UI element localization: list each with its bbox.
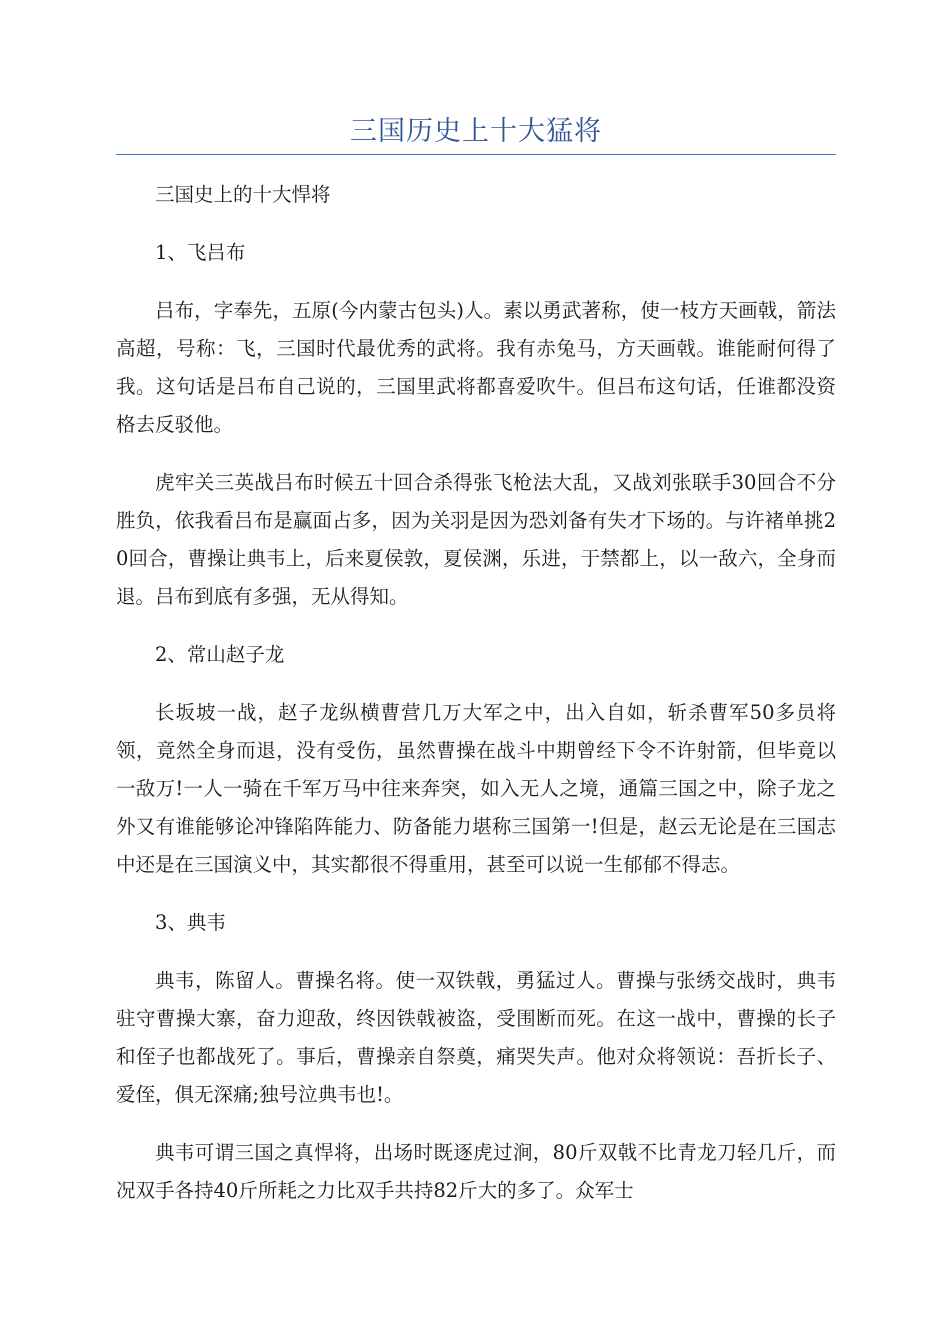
document-title: 三国历史上十大猛将 (350, 116, 602, 147)
section-heading: 1、飞吕布 (155, 241, 246, 264)
body-paragraph: 吕布，字奉先，五原(今内蒙古包头)人。素以勇武著称，使一枝方天画戟，箭法高超，号称：飞，三国时代最优秀的武将。我有赤兔马，方天画戟。谁能耐何得了我。这句话是吕布自己说的，三国里武将都喜爱吹牛。但吕布这句话，任谁都没资格去反驳他。 (116, 299, 836, 436)
section-heading: 2、常山赵子龙 (155, 643, 285, 666)
body-paragraph: 典韦可谓三国之真悍将，出场时既逐虎过涧，80斤双戟不比青龙刀轻几斤，而况双手各持40斤所耗之力比双手共持82斤大的多了。众军士 (116, 1141, 836, 1202)
section-heading: 三国史上的十大悍将 (155, 183, 331, 206)
title-underline (116, 154, 836, 155)
body-paragraph: 虎牢关三英战吕布时候五十回合杀得张飞枪法大乱，又战刘张联手30回合不分胜负，依我看吕布是赢面占多，因为关羽是因为恐刘备有失才下场的。与许褚单挑20回合，曹操让典韦上，后来夏侯敦，夏侯渊，乐进，于禁都上，以一敌六，全身而退。吕布到底有多强，无从得知。 (116, 471, 836, 608)
section-heading: 3、典韦 (155, 911, 226, 934)
body-paragraph: 长坂坡一战，赵子龙纵横曹营几万大军之中，出入自如，斩杀曹军50多员将领，竟然全身而退，没有受伤，虽然曹操在战斗中期曾经下令不许射箭，但毕竟以一敌万!一人一骑在千军万马中往来奔突，如入无人之境，通篇三国之中，除子龙之外又有谁能够论冲锋陷阵能力、防备能力堪称三国第一!但是，赵云无论是在三国志中还是在三国演义中，其实都很不得重用，甚至可以说一生郁郁不得志。 (116, 701, 836, 876)
document-body (116, 176, 836, 1230)
body-paragraph: 典韦，陈留人。曹操名将。使一双铁戟，勇猛过人。曹操与张绣交战时，典韦驻守曹操大寨，奋力迎敌，终因铁戟被盗，受围断而死。在这一战中，曹操的长子和侄子也都战死了。事后，曹操亲自祭奠，痛哭失声。他对众将领说：吾折长子、爱侄，俱无深痛;独号泣典韦也!。 (116, 969, 836, 1106)
